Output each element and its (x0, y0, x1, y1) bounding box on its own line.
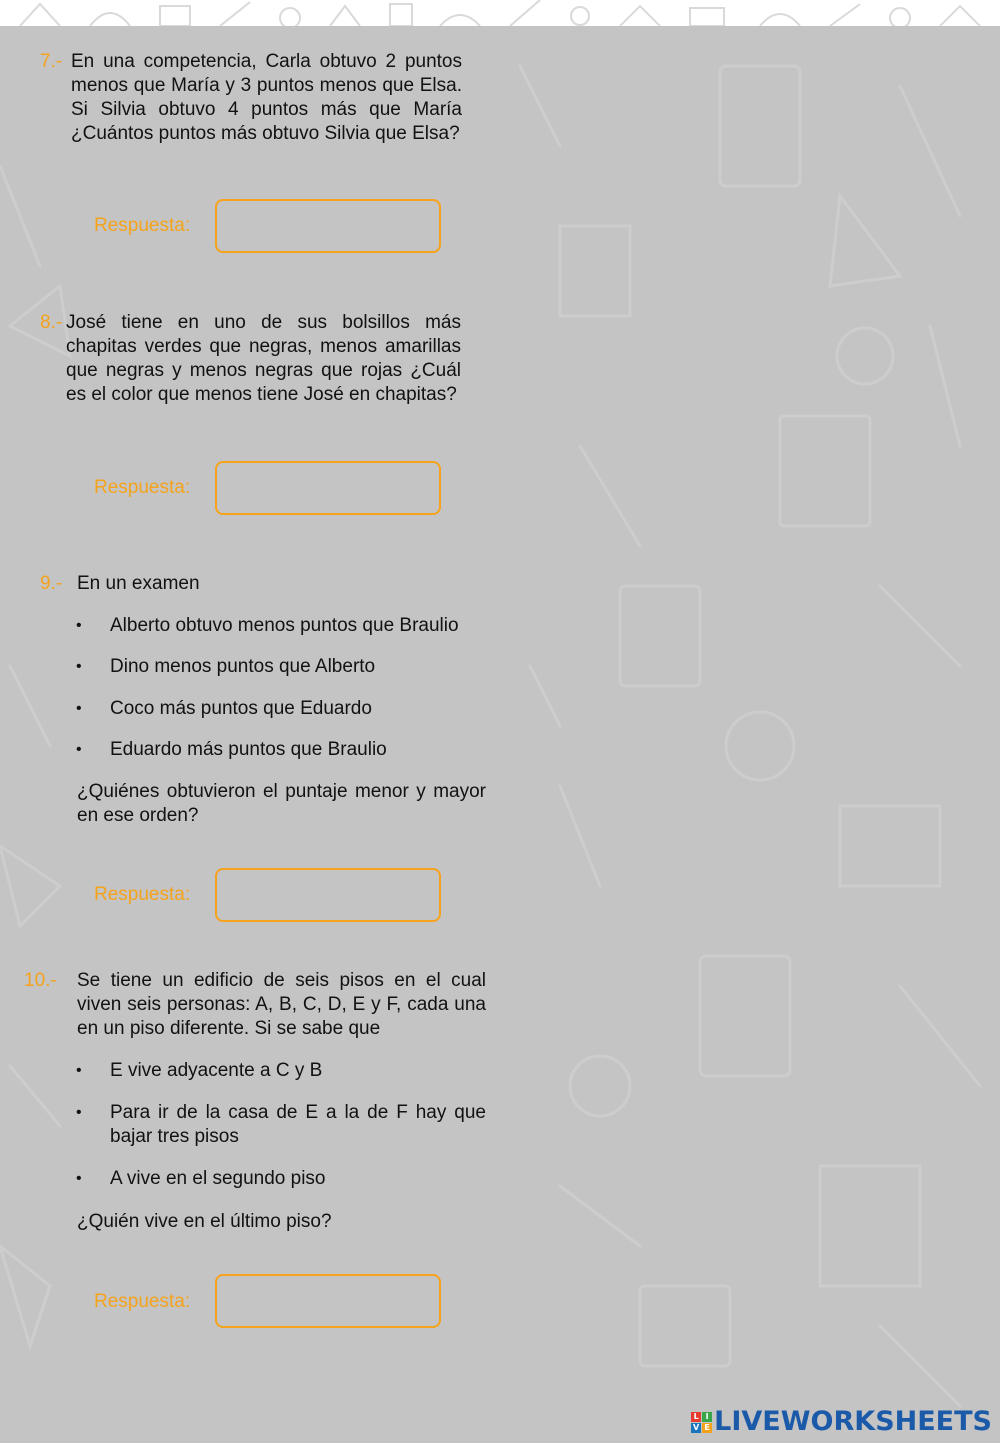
question-10-bullet-2: Para ir de la casa de E a la de F hay que bajar tres pisos (110, 1102, 486, 1147)
list-item (76, 697, 486, 721)
question-7-answer-label: Respuesta: (94, 215, 191, 236)
question-8-number: 8.- (40, 312, 63, 333)
question-8-answer-label: Respuesta: (94, 477, 191, 498)
question-10-question: ¿Quién vive en el último piso? (77, 1211, 332, 1232)
list-item (76, 1167, 486, 1191)
question-9-bullet-3: Coco más puntos que Eduardo (110, 698, 372, 719)
bullet-icon: • (76, 741, 82, 758)
logo-letter: V (693, 1422, 700, 1432)
list-item (76, 1059, 486, 1083)
liveworksheets-logo-icon (691, 1412, 712, 1433)
question-10-answer-label: Respuesta: (94, 1291, 191, 1312)
question-10-number: 10.- (24, 970, 57, 991)
question-8-answer-input[interactable] (215, 461, 441, 515)
question-9-bullet-1: Alberto obtuvo menos puntos que Braulio (110, 615, 459, 636)
logo-letter: E (702, 1423, 712, 1433)
list-item (76, 655, 486, 679)
question-10-bullet-3: A vive en el segundo piso (110, 1168, 326, 1189)
question-9-answer-input[interactable] (215, 868, 441, 922)
question-7-text: En una competencia, Carla obtuvo 2 puntos menos que María y 3 puntos menos que Elsa. Si Silvia obtuvo 4 puntos más que María ¿Cuántos puntos más obtuvo Silvia que Elsa? (71, 51, 462, 144)
question-7-answer-input[interactable] (215, 199, 441, 253)
question-9-number: 9.- (40, 573, 63, 594)
question-10-bullet-1: E vive adyacente a C y B (110, 1060, 323, 1081)
question-9-intro: En un examen (77, 573, 200, 594)
question-9-bullet-4: Eduardo más puntos que Braulio (110, 739, 387, 760)
question-7-number: 7.- (40, 51, 63, 72)
bullet-icon: • (76, 1062, 82, 1079)
bullet-icon: • (76, 700, 82, 717)
bullet-icon: • (76, 617, 82, 634)
logo-letter: I (702, 1412, 712, 1422)
worksheet-page (0, 26, 1000, 1443)
school-doodle-pattern (0, 0, 1000, 26)
brand-name: LIVEWORKSHEETS (714, 1406, 992, 1437)
header-pattern-strip (0, 0, 1000, 26)
question-9-bullet-2: Dino menos puntos que Alberto (110, 656, 376, 677)
question-10-answer-input[interactable] (215, 1274, 441, 1328)
question-10-intro: Se tiene un edificio de seis pisos en el cual viven seis personas: A, B, C, D, E y F, cada una en un piso diferente. Si se sabe que (77, 970, 486, 1039)
question-9-answer-label: Respuesta: (94, 884, 191, 905)
question-9-question: ¿Quiénes obtuvieron el puntaje menor y mayor en ese orden? (77, 781, 486, 826)
bullet-icon: • (76, 1170, 82, 1187)
bullet-icon: • (76, 658, 82, 675)
liveworksheets-brand (691, 1407, 992, 1437)
list-item (76, 1101, 486, 1149)
question-8-text: José tiene en uno de sus bolsillos más chapitas verdes que negras, menos amarillas que negras y menos negras que rojas ¿Cuál es el color que menos tiene José en chapitas? (66, 312, 461, 405)
list-item (76, 614, 486, 638)
list-item (76, 738, 486, 762)
bullet-icon: • (76, 1104, 82, 1121)
logo-letter: L (691, 1412, 701, 1422)
